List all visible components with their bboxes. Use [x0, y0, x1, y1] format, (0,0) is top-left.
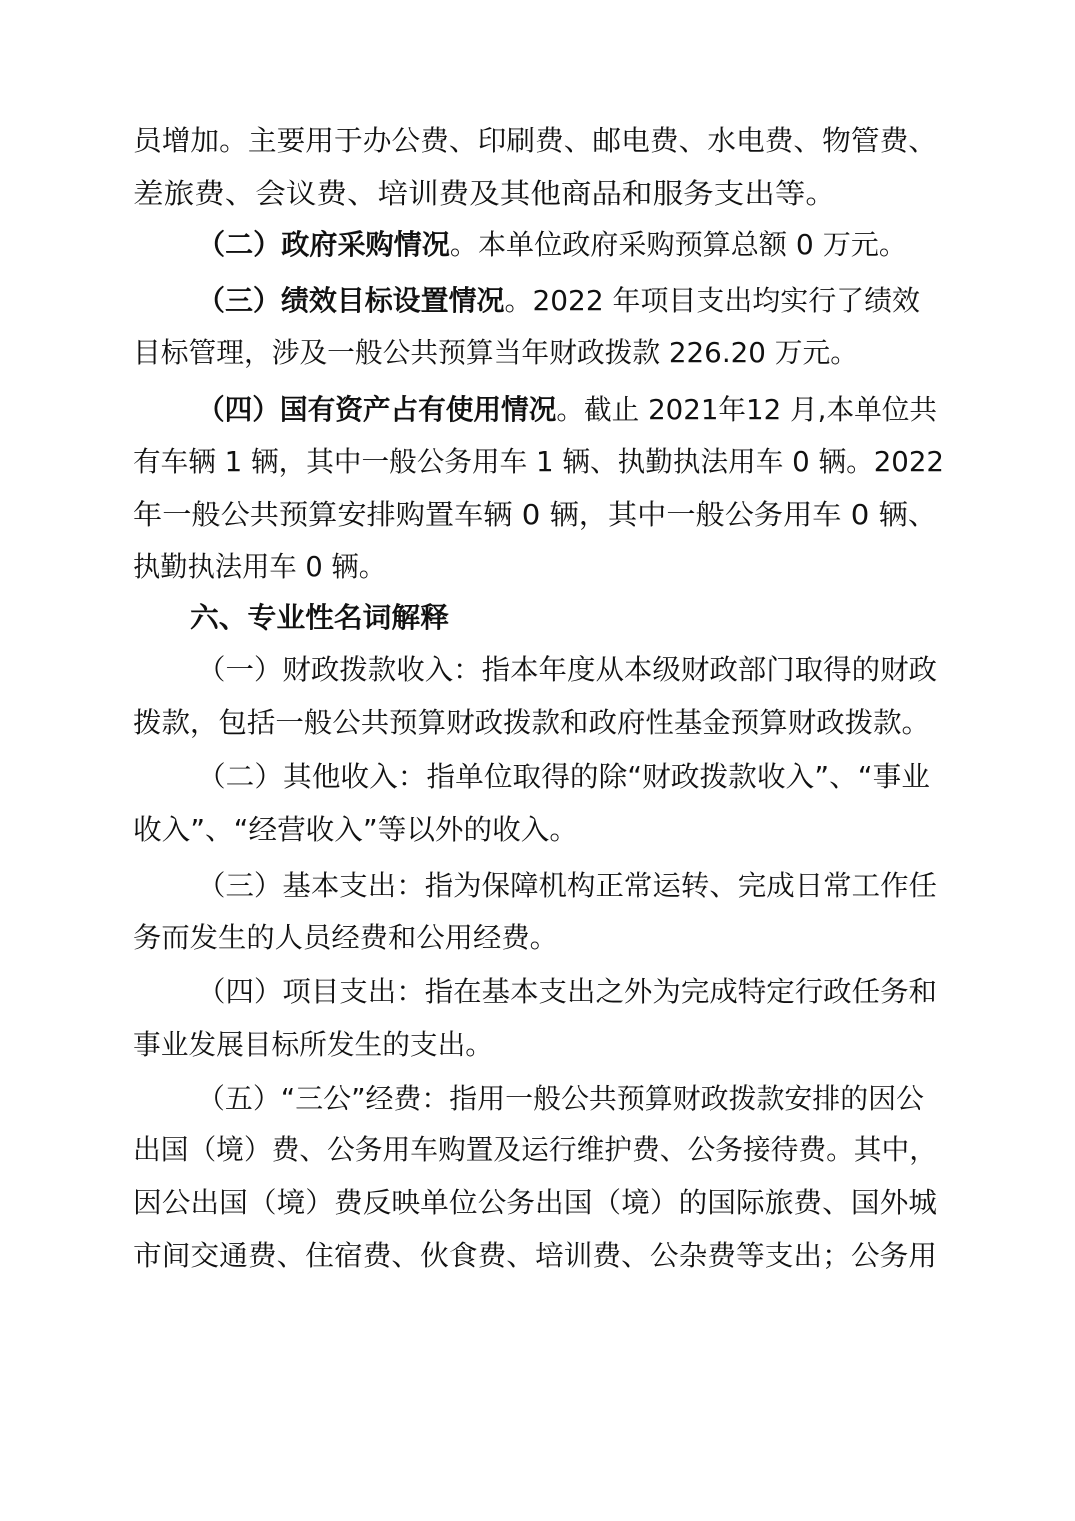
body-text: 目标管理，涉及一般公共预算当年财政拨款 226.20 万元。	[133, 336, 858, 369]
body-text: 出国（境）费、公务用车购置及运行维护费、公务接待费。其中，	[133, 1133, 937, 1166]
text-line-content	[197, 750, 1075, 804]
body-text: （三）基本支出：指为保障机构正常运转、完成日常工作任	[197, 869, 938, 902]
text-line	[0, 859, 1075, 913]
body-text: 拨款，包括一般公共预算财政拨款和政府性基金预算财政拨款。	[133, 706, 931, 739]
body-text: 事业发展目标所发生的支出。	[133, 1028, 494, 1061]
text-line-content	[197, 218, 1075, 272]
body-text: 有车辆 1 辆，其中一般公务用车 1 辆、执勤执法用车 0 辆。2022	[133, 445, 945, 478]
text-line	[0, 643, 1075, 697]
text-line	[0, 114, 1075, 168]
text-line-content	[197, 1072, 1073, 1126]
body-text: 执勤执法用车 0 辆。	[133, 550, 387, 583]
body-text: 年一般公共预算安排购置车辆 0 辆，其中一般公务用车 0 辆、	[133, 498, 938, 531]
text-line	[0, 750, 1075, 804]
body-text: 差旅费、会议费、培训费及其他商品和服务支出等。	[133, 177, 837, 210]
text-line	[0, 540, 1075, 594]
text-line-content	[133, 1018, 1065, 1072]
text-line	[0, 911, 1075, 965]
text-line-content	[133, 1176, 1075, 1230]
body-text: 。本单位政府采购预算总额 0 万元。	[449, 228, 907, 261]
text-line-content	[133, 167, 1075, 221]
text-line	[0, 1176, 1075, 1230]
text-line	[0, 167, 1075, 221]
text-line	[0, 1229, 1075, 1283]
text-line-content	[197, 274, 1074, 328]
text-line	[0, 488, 1075, 542]
text-line	[0, 435, 1075, 489]
text-line-content	[197, 965, 1075, 1019]
text-line-content	[133, 911, 1075, 965]
body-text: （四）项目支出：指在基本支出之外为完成特定行政任务和	[197, 975, 938, 1008]
bold-heading-text: （四）国有资产占有使用情况	[197, 393, 557, 426]
text-line-content	[197, 383, 1064, 437]
body-text: 。截止 2021年12 月,本单位共	[556, 393, 938, 426]
text-line-content	[133, 1123, 1066, 1177]
text-line	[0, 965, 1075, 1019]
text-line	[0, 696, 1075, 750]
text-line-content	[197, 859, 1075, 913]
body-text: 员增加。主要用于办公费、印刷费、邮电费、水电费、物管费、	[133, 124, 938, 157]
text-line-content	[133, 435, 1062, 489]
bold-heading-text: 六、专业性名词解释	[190, 601, 449, 634]
text-line	[0, 803, 1075, 857]
text-line-content	[190, 591, 1075, 645]
text-line	[0, 326, 1075, 380]
text-line	[0, 1018, 1075, 1072]
body-text: （二）其他收入：指单位取得的除“财政拨款收入”、“事业	[197, 760, 930, 793]
body-text: 务而发生的人员经费和公用经费。	[133, 921, 559, 954]
body-text: 收入”、“经营收入”等以外的收入。	[133, 813, 578, 846]
text-line	[0, 1123, 1075, 1177]
body-text: （五）“三公”经费：指用一般公共预算财政拨款安排的因公	[197, 1082, 924, 1115]
body-text: （一）财政拨款收入：指本年度从本级财政部门取得的财政	[197, 653, 938, 686]
text-line-content	[133, 326, 1066, 380]
body-text: 。2022 年项目支出均实行了绩效	[504, 284, 921, 317]
text-line-content	[133, 114, 1075, 168]
text-line-content	[133, 803, 1075, 857]
text-line-content	[133, 696, 1075, 750]
text-line	[0, 383, 1075, 437]
text-line-content	[133, 488, 1075, 542]
text-line-content	[133, 540, 1051, 594]
bold-heading-text: （三）绩效目标设置情况	[197, 284, 505, 317]
body-text: 因公出国（境）费反映单位公务出国（境）的国际旅费、国外城	[133, 1186, 938, 1219]
text-line	[0, 1072, 1075, 1126]
text-line	[0, 218, 1075, 272]
text-line	[0, 274, 1075, 328]
text-line-content	[197, 643, 1075, 697]
text-line-content	[133, 1229, 1075, 1283]
bold-heading-text: （二）政府采购情况	[197, 228, 450, 261]
text-line	[0, 591, 1075, 645]
body-text: 市间交通费、住宿费、伙食费、培训费、公杂费等支出；公务用	[133, 1239, 938, 1272]
